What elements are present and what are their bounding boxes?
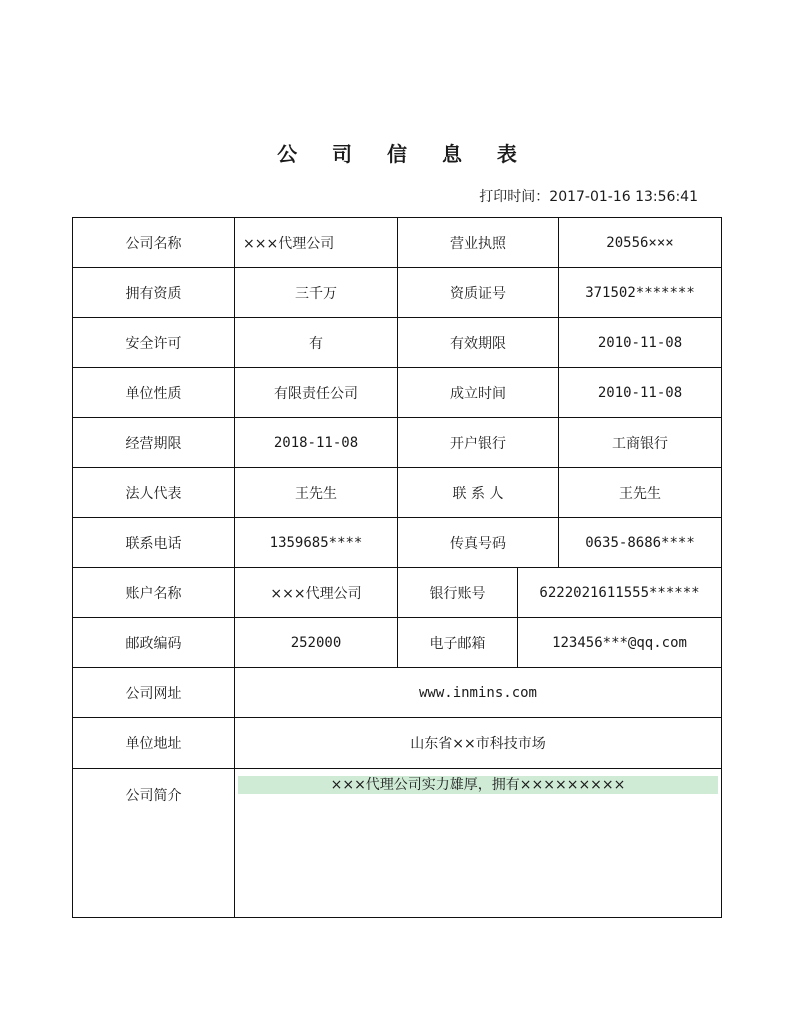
value-account-name: ×××代理公司: [234, 567, 398, 618]
print-timestamp: 打印时间：2017-01-16 13:56:41: [479, 189, 698, 205]
value-postal-code: 252000: [234, 617, 398, 668]
value-validity-period: 2010-11-08: [558, 317, 722, 368]
value-entity-type: 有限责任公司: [234, 367, 398, 418]
label-email: 电子邮箱: [397, 617, 518, 668]
label-bank-account: 银行账号: [397, 567, 518, 618]
value-email: 123456***@qq.com: [517, 617, 722, 668]
value-business-license: 20556×××: [558, 217, 722, 268]
label-account-name: 账户名称: [72, 567, 235, 618]
value-operating-period: 2018-11-08: [234, 417, 398, 468]
label-validity-period: 有效期限: [397, 317, 559, 368]
value-legal-representative: 王先生: [234, 467, 398, 518]
value-bank: 工商银行: [558, 417, 722, 468]
value-established-date: 2010-11-08: [558, 367, 722, 418]
label-business-license: 营业执照: [397, 217, 559, 268]
value-safety-permit: 有: [234, 317, 398, 368]
label-operating-period: 经营期限: [72, 417, 235, 468]
label-fax: 传真号码: [397, 517, 559, 568]
label-qualification-number: 资质证号: [397, 267, 559, 318]
label-contact-person: 联 系 人: [397, 467, 559, 518]
value-company-name: ×××代理公司: [234, 217, 398, 268]
label-legal-representative: 法人代表: [72, 467, 235, 518]
value-phone: 1359685****: [234, 517, 398, 568]
label-company-intro: 公司简介: [72, 768, 235, 918]
value-qualification: 三千万: [234, 267, 398, 318]
value-qualification-number: 371502*******: [558, 267, 722, 318]
label-safety-permit: 安全许可: [72, 317, 235, 368]
value-company-intro: ×××代理公司实力雄厚，拥有×××××××××: [238, 776, 718, 794]
value-bank-account: 6222021611555******: [517, 567, 722, 618]
page-title: 公 司 信 息 表: [277, 142, 531, 166]
label-qualification: 拥有资质: [72, 267, 235, 318]
value-website: www.inmins.com: [234, 667, 722, 718]
label-company-name: 公司名称: [72, 217, 235, 268]
value-address: 山东省××市科技市场: [234, 717, 722, 769]
label-address: 单位地址: [72, 717, 235, 769]
label-postal-code: 邮政编码: [72, 617, 235, 668]
label-website: 公司网址: [72, 667, 235, 718]
label-phone: 联系电话: [72, 517, 235, 568]
label-bank: 开户银行: [397, 417, 559, 468]
value-fax: 0635-8686****: [558, 517, 722, 568]
label-entity-type: 单位性质: [72, 367, 235, 418]
label-established-date: 成立时间: [397, 367, 559, 418]
value-contact-person: 王先生: [558, 467, 722, 518]
